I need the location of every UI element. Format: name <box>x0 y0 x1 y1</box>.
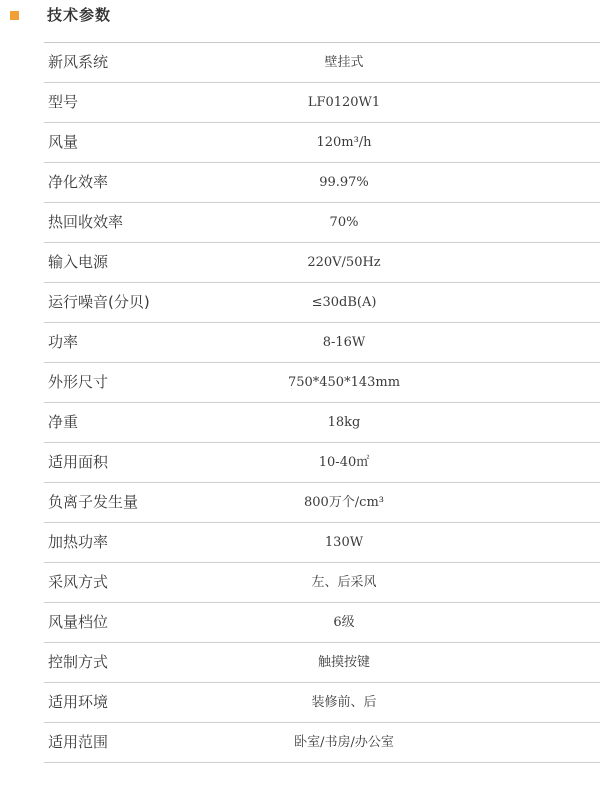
spec-row <box>44 243 600 283</box>
spec-value: 70% <box>329 215 359 230</box>
spec-row <box>44 83 600 123</box>
spec-name: 热回收效率 <box>48 213 124 231</box>
spec-row <box>44 523 600 563</box>
spec-value: 装修前、后 <box>311 695 377 710</box>
spec-row <box>44 203 600 243</box>
spec-name: 适用面积 <box>48 453 109 471</box>
spec-value: 6级 <box>333 615 355 630</box>
spec-row <box>44 643 600 683</box>
spec-value: 8-16W <box>322 335 366 350</box>
spec-name: 适用环境 <box>48 693 109 711</box>
spec-row <box>44 723 600 763</box>
spec-value: 130W <box>324 535 364 550</box>
spec-name: 输入电源 <box>48 253 109 271</box>
spec-value: 800万个/cm³ <box>303 495 385 510</box>
spec-name: 适用范围 <box>48 733 109 751</box>
spec-value: 750*450*143mm <box>287 375 401 390</box>
spec-row <box>44 443 600 483</box>
spec-value: ≤30dB(A) <box>311 295 377 310</box>
spec-value: 18kg <box>327 415 361 430</box>
spec-name: 风量档位 <box>48 613 109 631</box>
spec-name: 风量 <box>48 133 79 151</box>
spec-row <box>44 563 600 603</box>
section-header <box>0 0 600 36</box>
spec-value: 220V/50Hz <box>307 255 381 270</box>
spec-row <box>44 483 600 523</box>
spec-row <box>44 163 600 203</box>
spec-name: 外形尺寸 <box>48 373 109 391</box>
spec-row <box>44 323 600 363</box>
spec-name: 控制方式 <box>48 653 109 671</box>
spec-row <box>44 43 600 83</box>
spec-name: 型号 <box>48 93 79 111</box>
spec-name: 加热功率 <box>48 533 109 551</box>
spec-name: 负离子发生量 <box>48 493 139 511</box>
spec-row <box>44 123 600 163</box>
spec-value: 触摸按键 <box>317 655 371 670</box>
spec-row <box>44 603 600 643</box>
spec-value: LF0120W1 <box>307 95 381 110</box>
spec-value: 卧室/书房/办公室 <box>294 735 394 750</box>
spec-name: 运行噪音(分贝) <box>48 293 150 311</box>
spec-row <box>44 283 600 323</box>
section-title: 技术参数 <box>47 6 112 24</box>
spec-value: 120m³/h <box>316 135 372 150</box>
spec-value: 10-40㎡ <box>318 455 370 470</box>
spec-name: 功率 <box>48 333 79 351</box>
spec-table <box>44 42 600 763</box>
spec-name: 新风系统 <box>48 53 109 71</box>
orange-square-icon <box>10 11 19 20</box>
spec-name: 采风方式 <box>48 573 109 591</box>
spec-row <box>44 403 600 443</box>
spec-row <box>44 363 600 403</box>
spec-name: 净重 <box>48 413 79 431</box>
spec-value: 99.97% <box>319 175 369 190</box>
spec-row <box>44 683 600 723</box>
spec-value: 左、后采风 <box>311 575 377 590</box>
spec-value: 壁挂式 <box>324 55 364 70</box>
spec-name: 净化效率 <box>48 173 109 191</box>
